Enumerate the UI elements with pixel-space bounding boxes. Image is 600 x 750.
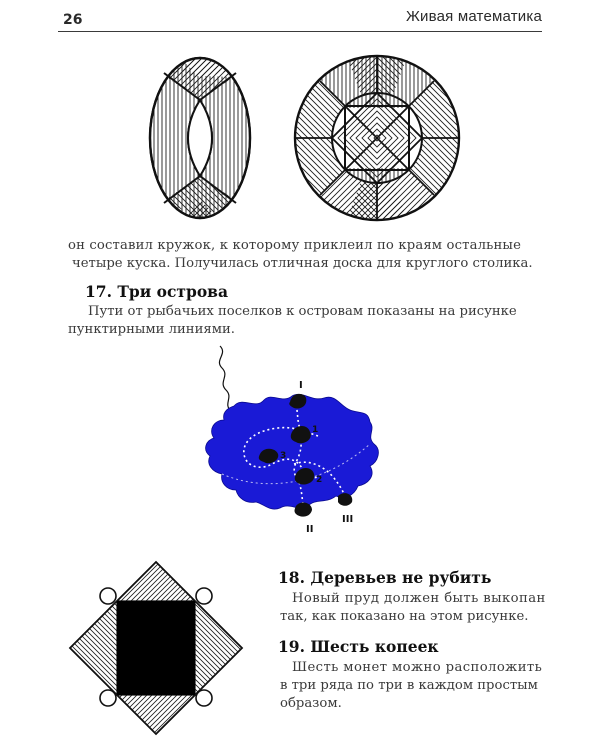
section-18-heading: 18. Деревьев не рубить: [278, 568, 492, 587]
text-line: пунктирными линиями.: [68, 322, 235, 337]
text-line: четыре куска. Получилась отличная доска для круглого столика.: [72, 256, 533, 271]
tree-marker: [196, 588, 212, 604]
section-19-text: [280, 659, 550, 713]
tree-marker: [196, 690, 212, 706]
oval-board: [140, 48, 270, 230]
garden-corner: [70, 601, 117, 695]
garden-corner: [195, 601, 242, 695]
text-line: в три ряда по три в каждом простым: [280, 678, 538, 693]
text-line: он составил кружок, к которому приклеил по краям остальные: [68, 238, 522, 253]
board-pieces-figure: [140, 48, 480, 230]
garden-corner: [117, 695, 195, 734]
section-18-text: [280, 590, 550, 626]
three-islands-map: [198, 340, 408, 545]
island-label-3: 3: [280, 451, 287, 461]
page-number: 26: [63, 12, 83, 28]
header-rule: [58, 31, 542, 32]
village-label-2: II: [306, 524, 314, 535]
village-label-1: I: [299, 380, 303, 391]
river-line: [219, 346, 232, 412]
text-line: Новый пруд должен быть выкопан: [292, 591, 546, 606]
text-line: Шесть монет можно расположить: [292, 660, 543, 675]
running-title: Живая математика: [405, 8, 542, 25]
text-line: образом.: [280, 696, 342, 711]
lake: [206, 394, 379, 509]
text-line: так, как показано на этом рисунке.: [280, 609, 529, 624]
tree-marker: [100, 690, 116, 706]
new-pond: [117, 601, 195, 695]
island-label-1: 1: [312, 425, 319, 435]
section-19-heading: 19. Шесть копеек: [278, 637, 439, 656]
section-17-text: [68, 303, 544, 339]
round-board: [280, 48, 474, 230]
island-label-2: 2: [316, 475, 323, 485]
text-line: Пути от рыбачьих поселков к островам показаны на рисунке: [88, 304, 517, 319]
section-17-heading: 17. Три острова: [85, 282, 228, 301]
garden-corner: [117, 562, 195, 601]
page-header: [0, 0, 600, 40]
pond-garden-figure: [64, 558, 248, 738]
paragraph-16-end: [68, 237, 544, 273]
village-label-3: III: [342, 514, 354, 525]
tree-marker: [100, 588, 116, 604]
